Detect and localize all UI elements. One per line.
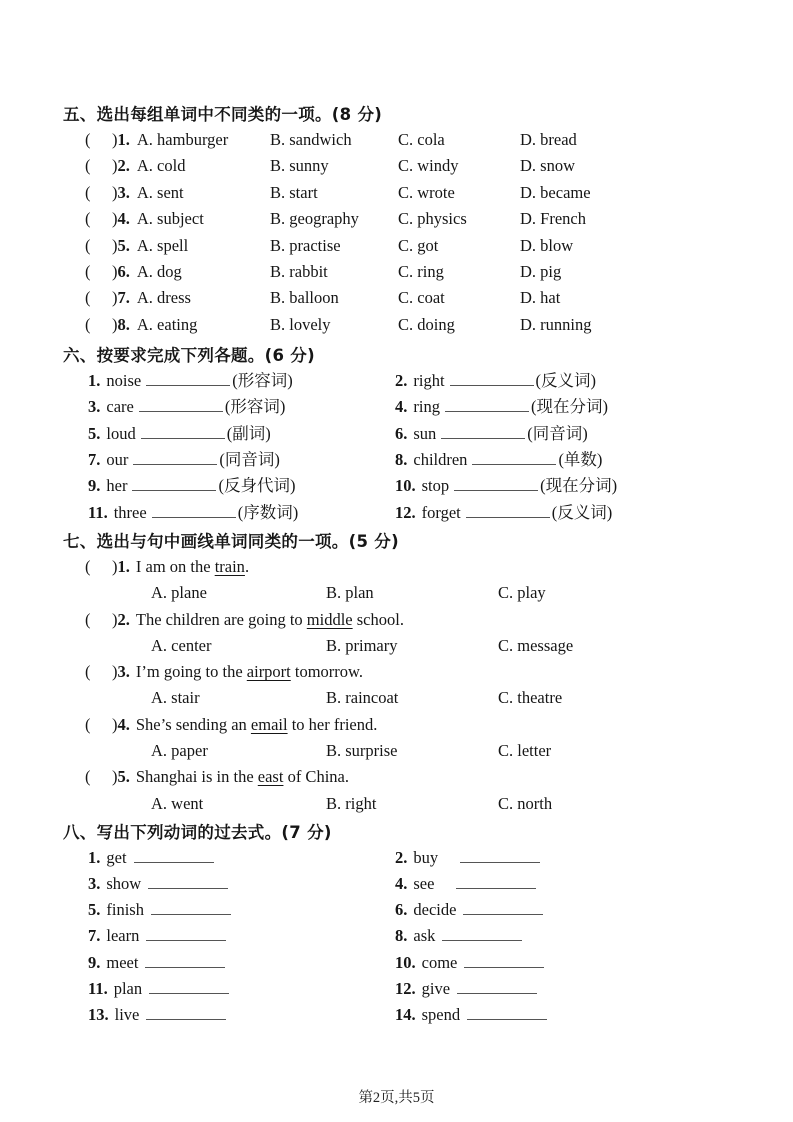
answer-bracket-open: ( — [85, 662, 91, 682]
answer-blank — [146, 925, 226, 942]
past-tense-item — [88, 897, 395, 923]
option-a-cell — [112, 127, 270, 153]
answer-blank — [464, 951, 544, 968]
underlined-word: airport — [246, 662, 291, 682]
word-transform-item — [88, 500, 395, 526]
answer-blank — [151, 899, 231, 916]
item-word: ask — [413, 926, 436, 946]
answer-bracket-open: ( — [85, 209, 91, 229]
option-a: A. hamburger — [136, 130, 229, 149]
item-number: 8. — [395, 450, 408, 470]
word-transform-item — [395, 473, 765, 499]
item-requirement: (同音词) — [527, 423, 588, 443]
past-tense-item — [395, 950, 765, 976]
answer-bracket-open: ( — [85, 288, 91, 308]
option-a: A. paper — [151, 740, 208, 760]
past-tense-item — [88, 845, 395, 871]
page-content — [63, 103, 765, 1028]
option-a-cell — [112, 206, 270, 232]
sentence-post: of China. — [283, 767, 349, 787]
item-word: come — [421, 952, 458, 972]
sentence-pre: Shanghai is in the — [135, 767, 258, 787]
item-requirement: (序数词) — [237, 502, 299, 522]
item-requirement: (现在分词) — [540, 476, 618, 496]
item-number: 8. — [395, 926, 408, 946]
question-number: 1. — [117, 556, 130, 576]
question-number: 4. — [117, 209, 130, 229]
item-word: see — [413, 874, 435, 894]
option-a-cell — [112, 259, 270, 285]
option-c: C. theatre — [498, 688, 563, 708]
question-row — [63, 312, 765, 338]
word-transform-item — [395, 394, 765, 420]
sentence-post: . — [244, 556, 250, 576]
option-b: B. rabbit — [270, 261, 328, 281]
option-c: C. wrote — [398, 182, 455, 202]
answer-blank — [146, 1003, 226, 1020]
answer-blank — [149, 977, 229, 994]
past-tense-item — [88, 950, 395, 976]
option-c: C. coat — [398, 288, 445, 308]
question-number: 2. — [117, 156, 130, 176]
answer-blank — [460, 846, 540, 863]
question-number: 1. — [117, 130, 130, 149]
question-row — [63, 285, 765, 311]
past-tense-item — [88, 976, 395, 1002]
past-tense-item — [395, 845, 765, 871]
question-number: 3. — [117, 662, 130, 682]
item-number: 5. — [88, 900, 101, 920]
underlined-word: train — [214, 556, 245, 576]
question-number: 7. — [117, 288, 130, 308]
past-tense-item — [88, 1002, 395, 1028]
past-tense-item — [395, 897, 765, 923]
item-word: learn — [106, 926, 140, 946]
item-word: three — [113, 502, 147, 522]
item-word: stop — [421, 476, 450, 496]
option-b: B. surprise — [326, 740, 398, 760]
answer-blank — [139, 396, 223, 413]
past-tense-item — [395, 976, 765, 1002]
option-a: A. spell — [136, 235, 189, 255]
question-number: 5. — [117, 235, 130, 255]
answer-bracket-open: ( — [85, 767, 91, 787]
item-requirement: (副词) — [226, 423, 271, 443]
option-b: B. geography — [270, 209, 359, 229]
past-tense-item — [395, 1002, 765, 1028]
option-a-cell — [112, 312, 270, 338]
sentence-row — [63, 764, 765, 790]
sentence-pre: She’s sending an — [135, 714, 251, 734]
option-b: B. sunny — [270, 156, 329, 176]
sentence — [112, 659, 765, 685]
option-a: A. subject — [136, 209, 204, 229]
sentence-pre: I am on the — [135, 556, 215, 576]
item-word: our — [106, 450, 129, 470]
answer-bracket-close: ) — [112, 130, 118, 149]
option-b: B. raincoat — [326, 688, 399, 708]
options-row — [63, 791, 765, 817]
answer-bracket-open: ( — [85, 182, 91, 202]
option-d: D. running — [520, 314, 592, 334]
section-7-heading: 七、选出与句中画线单词同类的一项。(5 分) — [63, 531, 399, 551]
question-number: 3. — [117, 182, 130, 202]
answer-blank — [133, 448, 217, 465]
sentence — [112, 554, 765, 580]
word-transform-item — [395, 368, 765, 394]
item-word: buy — [413, 847, 439, 867]
question-number: 2. — [117, 609, 130, 629]
page-number-footer: 第2页,共5页 — [358, 1090, 435, 1106]
answer-blank — [454, 475, 538, 492]
option-a-cell — [112, 153, 270, 179]
word-transform-item — [395, 447, 765, 473]
option-c: C. letter — [498, 740, 552, 760]
option-a-cell — [112, 233, 270, 259]
option-b: B. plan — [326, 583, 374, 603]
item-number: 2. — [395, 371, 408, 391]
sentence-row — [63, 607, 765, 633]
item-number: 11. — [88, 978, 108, 998]
item-number: 6. — [395, 423, 408, 443]
word-transform-item — [395, 421, 765, 447]
word-transform-item — [395, 500, 765, 526]
answer-blank — [134, 846, 214, 863]
item-word: care — [106, 397, 134, 417]
item-number: 4. — [395, 874, 408, 894]
item-word: spend — [421, 1005, 461, 1024]
option-d: D. French — [520, 209, 586, 229]
option-d: D. blow — [520, 235, 574, 255]
option-c: C. north — [498, 793, 553, 813]
answer-blank — [450, 369, 534, 386]
answer-blank — [152, 501, 236, 518]
item-number: 3. — [88, 874, 101, 894]
item-word: noise — [106, 371, 142, 391]
answer-bracket-close: ) — [112, 314, 118, 334]
option-c: C. got — [398, 235, 439, 255]
option-a: A. sent — [136, 182, 184, 202]
sentence — [112, 764, 765, 790]
option-c: C. windy — [398, 156, 459, 176]
option-b: B. right — [326, 793, 377, 813]
sentence-pre: The children are going to — [135, 609, 307, 629]
answer-blank — [148, 872, 228, 889]
answer-blank — [466, 501, 550, 518]
item-number: 4. — [395, 397, 408, 417]
item-word: forget — [421, 502, 461, 522]
item-requirement: (形容词) — [232, 371, 293, 391]
option-b: B. start — [270, 182, 318, 202]
option-b: B. practise — [270, 235, 341, 255]
item-number: 10. — [395, 476, 416, 496]
section-8-grid — [63, 845, 765, 1028]
option-d: D. snow — [520, 156, 576, 176]
option-c: C. play — [498, 583, 546, 603]
underlined-word: east — [257, 767, 284, 787]
answer-bracket-close: ) — [112, 662, 118, 682]
option-d: D. bread — [520, 130, 577, 149]
item-number: 13. — [88, 1005, 109, 1024]
item-requirement: (反义词) — [551, 502, 613, 522]
underlined-word: middle — [306, 609, 353, 629]
item-requirement: (同音词) — [219, 450, 280, 470]
sentence-post: to her friend. — [287, 714, 378, 734]
answer-blank — [141, 422, 225, 439]
question-row — [63, 233, 765, 259]
answer-blank — [132, 475, 216, 492]
option-b: B. balloon — [270, 288, 339, 308]
answer-blank — [146, 369, 230, 386]
sentence-pre: I’m going to the — [135, 662, 247, 682]
answer-bracket-open: ( — [85, 556, 91, 576]
sentence-row — [63, 659, 765, 685]
answer-bracket-open: ( — [85, 261, 91, 281]
option-a: A. went — [151, 793, 204, 813]
option-a: A. stair — [151, 688, 200, 708]
item-word: decide — [413, 900, 457, 920]
answer-blank — [472, 448, 556, 465]
item-number: 3. — [88, 397, 101, 417]
section-6-grid — [63, 368, 765, 526]
question-number: 5. — [117, 767, 130, 787]
answer-blank — [463, 899, 543, 916]
option-c: C. message — [498, 635, 574, 655]
options-row — [63, 580, 765, 606]
item-number: 7. — [88, 450, 101, 470]
answer-bracket-open: ( — [85, 130, 91, 149]
section-8-heading: 八、写出下列动词的过去式。(7 分) — [63, 822, 332, 842]
answer-bracket-close: ) — [112, 182, 118, 202]
answer-bracket-close: ) — [112, 209, 118, 229]
item-number: 5. — [88, 423, 101, 443]
word-transform-item — [88, 473, 395, 499]
item-number: 12. — [395, 502, 416, 522]
sentence — [112, 607, 765, 633]
item-number: 10. — [395, 952, 416, 972]
item-requirement: (单数) — [558, 450, 603, 470]
underlined-word: email — [250, 714, 288, 734]
item-word: finish — [106, 900, 144, 920]
item-word: sun — [413, 423, 437, 443]
item-number: 9. — [88, 476, 101, 496]
item-number: 2. — [395, 847, 408, 867]
past-tense-item — [395, 923, 765, 949]
option-d: D. pig — [520, 261, 562, 281]
options-row — [63, 685, 765, 711]
section-5-heading: 五、选出每组单词中不同类的一项。(8 分) — [63, 105, 383, 124]
question-row — [63, 153, 765, 179]
answer-bracket-close: ) — [112, 288, 118, 308]
question-number: 4. — [117, 714, 130, 734]
option-c: C. physics — [398, 209, 467, 229]
sentence-post: school. — [352, 609, 404, 629]
sentence-post: tomorrow. — [290, 662, 364, 682]
item-word: meet — [106, 952, 139, 972]
answer-blank — [145, 951, 225, 968]
item-word: plan — [113, 978, 143, 998]
answer-blank — [456, 872, 536, 889]
item-requirement: (反身代词) — [218, 476, 296, 496]
option-d: D. hat — [520, 288, 561, 308]
item-number: 12. — [395, 978, 416, 998]
answer-bracket-open: ( — [85, 235, 91, 255]
past-tense-item — [88, 871, 395, 897]
option-a-cell — [112, 180, 270, 206]
item-number: 11. — [88, 502, 108, 522]
answer-bracket-close: ) — [112, 556, 118, 576]
item-word: her — [106, 476, 128, 496]
sentence-row — [63, 554, 765, 580]
question-number: 6. — [117, 261, 130, 281]
item-word: show — [106, 874, 142, 894]
option-a: A. dress — [136, 288, 191, 308]
word-transform-item — [88, 368, 395, 394]
option-a: A. plane — [151, 583, 207, 603]
question-row — [63, 259, 765, 285]
item-number: 14. — [395, 1005, 416, 1024]
word-transform-item — [88, 447, 395, 473]
option-b: B. primary — [326, 635, 398, 655]
option-b: B. sandwich — [270, 130, 352, 149]
answer-bracket-open: ( — [85, 609, 91, 629]
answer-bracket-open: ( — [85, 156, 91, 176]
past-tense-item — [395, 871, 765, 897]
item-word: give — [421, 978, 451, 998]
answer-blank — [457, 977, 537, 994]
question-row — [63, 127, 765, 153]
answer-blank — [445, 396, 529, 413]
item-number: 7. — [88, 926, 101, 946]
options-row — [63, 633, 765, 659]
option-c: C. ring — [398, 261, 444, 281]
item-word: live — [114, 1005, 140, 1024]
item-word: get — [106, 847, 127, 867]
item-requirement: (反义词) — [535, 371, 597, 391]
option-a: A. dog — [136, 261, 182, 281]
past-tense-item — [88, 923, 395, 949]
answer-bracket-open: ( — [85, 314, 91, 334]
item-word: children — [413, 450, 468, 470]
sentence-row — [63, 712, 765, 738]
answer-bracket-close: ) — [112, 235, 118, 255]
option-b: B. lovely — [270, 314, 331, 334]
question-number: 8. — [117, 314, 130, 334]
item-word: ring — [413, 397, 440, 417]
answer-bracket-close: ) — [112, 261, 118, 281]
option-a: A. eating — [136, 314, 198, 334]
option-a-cell — [112, 285, 270, 311]
item-word: right — [413, 371, 445, 391]
answer-bracket-close: ) — [112, 767, 118, 787]
item-number: 6. — [395, 900, 408, 920]
item-word: loud — [106, 423, 136, 443]
options-row — [63, 738, 765, 764]
word-transform-item — [88, 394, 395, 420]
word-transform-item — [88, 421, 395, 447]
option-c: C. cola — [398, 130, 445, 149]
option-d: D. became — [520, 182, 591, 202]
option-a: A. cold — [136, 156, 186, 176]
answer-bracket-close: ) — [112, 156, 118, 176]
option-a: A. center — [151, 635, 212, 655]
item-requirement: (形容词) — [224, 397, 286, 417]
answer-bracket-close: ) — [112, 714, 118, 734]
item-number: 1. — [88, 371, 101, 391]
answer-blank — [467, 1003, 547, 1020]
item-requirement: (现在分词) — [530, 397, 608, 417]
item-number: 9. — [88, 952, 101, 972]
question-row — [63, 180, 765, 206]
question-row — [63, 206, 765, 232]
item-number: 1. — [88, 847, 101, 867]
option-c: C. doing — [398, 314, 455, 334]
answer-blank — [441, 422, 525, 439]
answer-blank — [442, 925, 522, 942]
answer-bracket-open: ( — [85, 714, 91, 734]
sentence — [112, 712, 765, 738]
section-6-heading: 六、按要求完成下列各题。(6 分) — [63, 346, 315, 366]
answer-bracket-close: ) — [112, 609, 118, 629]
